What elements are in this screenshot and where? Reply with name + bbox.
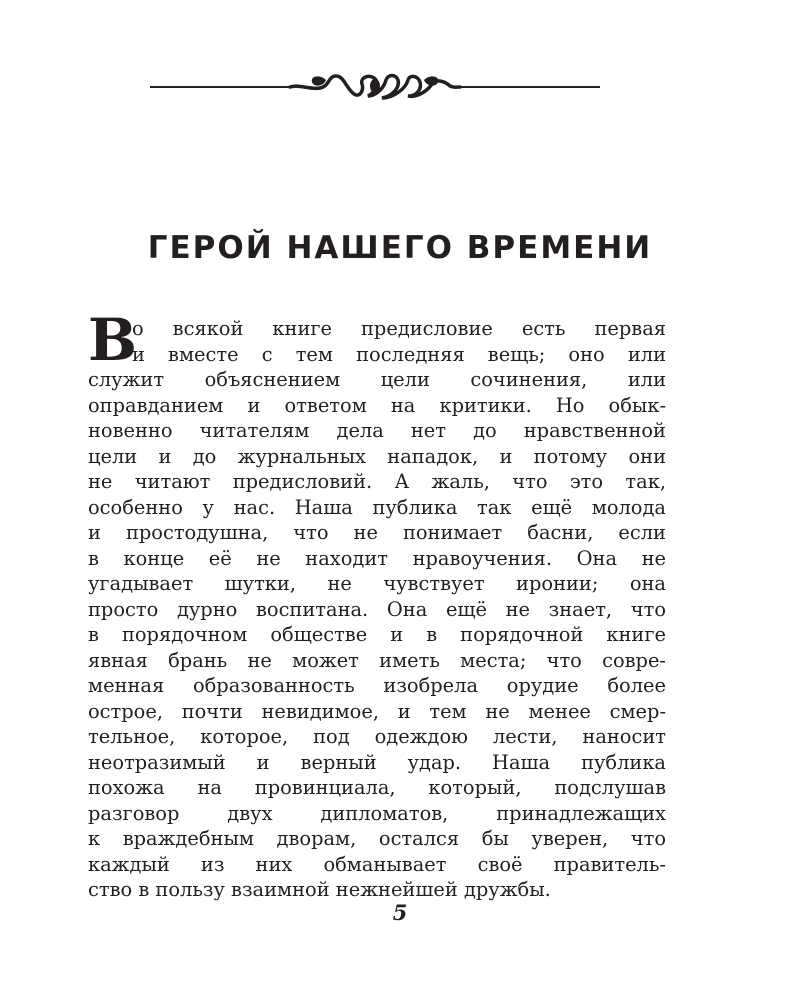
body-line: похожа на провинциала, который, подслушав <box>88 776 666 799</box>
body-line: в конце её не находит нравоучения. Она не <box>88 546 666 570</box>
body-line: служит объяснением цели сочинения, или <box>88 368 666 391</box>
body-line: каждый из них обманывает своё правитель- <box>88 852 666 876</box>
body-line: и простодушна, что не понимает басни, если <box>88 521 666 544</box>
body-line: разговор двух дипломатов, принадлежащих <box>88 801 666 825</box>
body-line: неотразимый и верный удар. Наша публика <box>88 750 666 774</box>
body-line: оправданием и ответом на критики. Но обык- <box>88 393 666 417</box>
body-text <box>88 306 666 903</box>
body-line: не читают предисловий. А жаль, что это так, <box>88 470 666 493</box>
body-line: ство в пользу взаимной нежнейшей дружбы. <box>88 878 551 901</box>
drop-cap: В <box>88 306 138 374</box>
body-line: острое, почти невидимое, и тем не менее смер- <box>88 699 666 723</box>
body-line: менная образованность изобрела орудие более <box>88 674 666 697</box>
body-line: тельное, которое, под одеждою лести, наносит <box>88 725 666 748</box>
body-line: о всякой книге предисловие есть первая <box>132 317 666 340</box>
body-line: к враждебным дворам, остался бы уверен, что <box>88 827 666 850</box>
body-line: явная брань не может иметь места; что совре- <box>88 648 666 672</box>
body-line: новенно читателям дела нет до нравственной <box>88 419 666 442</box>
page-title: ГЕРОЙ НАШЕГО ВРЕМЕНИ <box>147 230 653 266</box>
ornament-divider-icon <box>150 66 600 106</box>
body-line: угадывает шутки, не чувствует иронии; она <box>88 572 666 595</box>
body-line: цели и до журнальных нападок, и потому они <box>88 444 666 468</box>
body-line: и вместе с тем последняя вещь; оно или <box>132 342 666 366</box>
body-line: особенно у нас. Наша публика так ещё молода <box>88 495 666 519</box>
body-line: просто дурно воспитана. Она ещё не знает, что <box>88 597 666 621</box>
page-number: 5 <box>392 900 408 925</box>
body-line: в порядочном обществе и в порядочной книге <box>88 623 666 646</box>
